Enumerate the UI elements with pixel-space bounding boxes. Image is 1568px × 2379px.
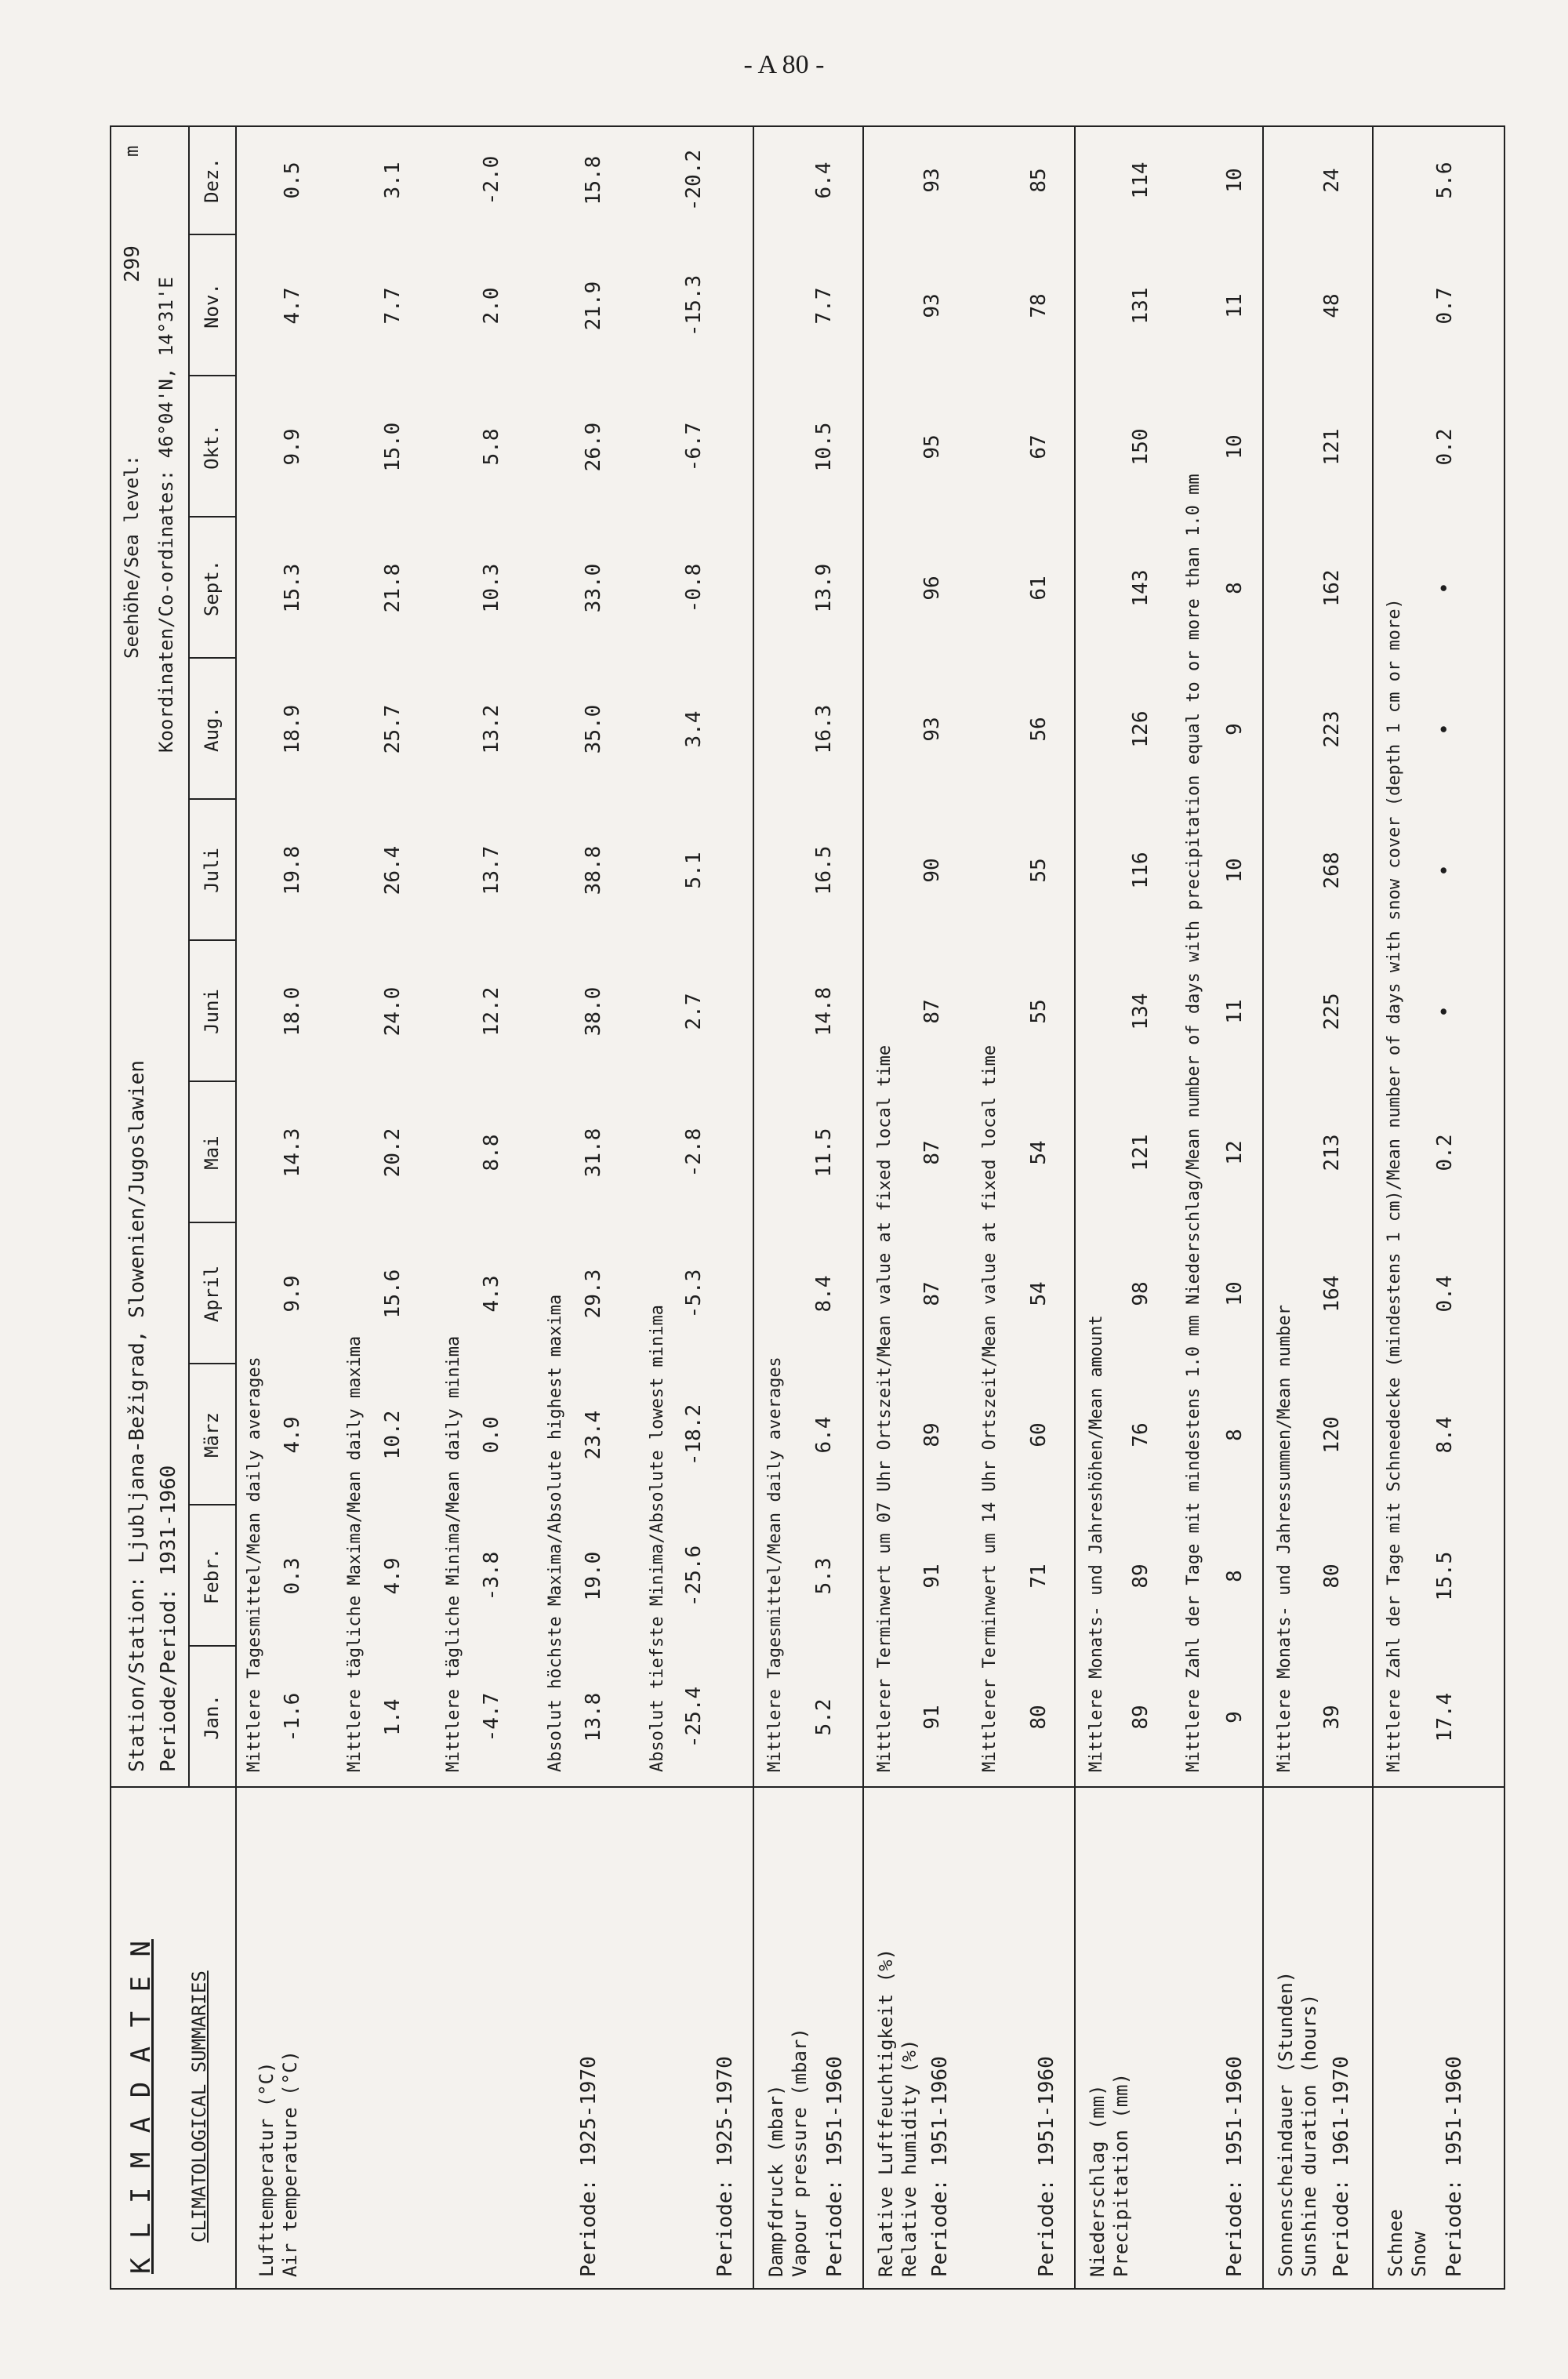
climate-table-sheet xyxy=(110,125,1505,2290)
value-cell: 39 xyxy=(1320,1705,1344,1730)
value-cell: 7.7 xyxy=(812,287,836,325)
value-cell: 11 xyxy=(1223,293,1247,318)
value-cell: 90 xyxy=(920,858,944,883)
page-number: - A 80 - xyxy=(743,50,825,79)
value-cell: 48 xyxy=(1320,293,1344,318)
value-cell: 87 xyxy=(920,1140,944,1165)
value-cell: 54 xyxy=(1027,1140,1051,1165)
table-frame xyxy=(110,125,1505,2290)
value-cell: 223 xyxy=(1320,710,1344,748)
value-cell: 15.5 xyxy=(1433,1551,1457,1601)
value-cell: 8.4 xyxy=(1433,1416,1457,1454)
section-divider xyxy=(1372,125,1374,2290)
value-cell: 31.8 xyxy=(582,1128,605,1178)
value-cell: 17.4 xyxy=(1433,1692,1457,1742)
value-cell: 21.9 xyxy=(582,281,605,331)
value-cell: 19.0 xyxy=(582,1551,605,1601)
label-air-temp-de: Lufttemperatur (°C) xyxy=(256,2061,278,2277)
value-cell: 225 xyxy=(1320,993,1344,1030)
value-cell: 71 xyxy=(1027,1564,1051,1589)
value-cell: 12 xyxy=(1223,1140,1247,1165)
label-snow-en: Snow xyxy=(1408,2232,1430,2277)
value-cell: 5.3 xyxy=(812,1557,836,1595)
value-cell: 96 xyxy=(920,576,944,601)
value-cell: 24.0 xyxy=(381,986,405,1037)
caption-precip-days: Mittlere Zahl der Tage mit mindestens 1.0 mm Niederschlag/Mean number of days with precipitation equal to or more than 1.0 mm xyxy=(1184,474,1203,1772)
value-cell: 89 xyxy=(920,1422,944,1447)
value-cell: 5.8 xyxy=(480,428,503,466)
value-cell: 13.7 xyxy=(480,845,503,895)
value-cell: 0.2 xyxy=(1433,428,1457,466)
value-cell: 38.0 xyxy=(582,986,605,1037)
value-cell: 19.8 xyxy=(281,845,304,895)
value-cell: -2.8 xyxy=(682,1128,706,1178)
period-humidity: Periode: 1951-1960 xyxy=(928,2056,952,2277)
value-cell: 120 xyxy=(1320,1416,1344,1454)
value-cell: 0.2 xyxy=(1433,1134,1457,1171)
value-cell: 12.2 xyxy=(480,986,503,1037)
value-cell: 89 xyxy=(1129,1705,1152,1730)
value-cell: -0.8 xyxy=(682,563,706,613)
value-cell: 8 xyxy=(1223,1570,1247,1582)
value-cell: 2.0 xyxy=(480,287,503,325)
value-cell: 93 xyxy=(920,293,944,318)
caption-snow: Mittlere Zahl der Tage mit Schneedecke (mindestens 1 cm)/Mean number of days with snow cover (depth 1 cm or more) xyxy=(1385,598,1404,1772)
section-divider xyxy=(1262,125,1264,2290)
section-divider xyxy=(1074,125,1076,2290)
value-cell: 10 xyxy=(1223,168,1247,193)
value-cell: 131 xyxy=(1129,287,1152,325)
value-cell: -4.7 xyxy=(480,1692,503,1742)
value-cell: 76 xyxy=(1129,1422,1152,1447)
month-feb: Febr. xyxy=(201,1547,223,1605)
value-cell: 18.9 xyxy=(281,704,304,754)
value-cell: 10 xyxy=(1223,434,1247,459)
section-divider xyxy=(862,125,864,2290)
value-cell: 116 xyxy=(1129,852,1152,889)
value-cell: 29.3 xyxy=(582,1269,605,1319)
value-cell: 91 xyxy=(920,1705,944,1730)
value-cell: 4.9 xyxy=(381,1557,405,1595)
value-cell: 16.3 xyxy=(812,704,836,754)
label-column-divider xyxy=(110,1786,1505,1788)
value-cell: -25.4 xyxy=(682,1686,706,1749)
header-divider xyxy=(235,125,237,2290)
month-mar: März xyxy=(201,1412,223,1458)
value-cell: 4.7 xyxy=(281,287,304,325)
value-cell: 3.1 xyxy=(381,162,405,199)
value-cell: 121 xyxy=(1129,1134,1152,1171)
value-cell: 0.4 xyxy=(1433,1275,1457,1313)
caption-vapour: Mittlere Tagesmittel/Mean daily averages xyxy=(765,1357,785,1772)
value-cell: 11 xyxy=(1223,999,1247,1024)
value-cell: 54 xyxy=(1027,1281,1051,1306)
value-cell: 213 xyxy=(1320,1134,1344,1171)
caption-humidity-14: Mittlerer Terminwert um 14 Uhr Ortszeit/Mean value at fixed local time xyxy=(980,1044,1000,1772)
value-cell: 15.3 xyxy=(281,563,304,613)
value-cell: 5.1 xyxy=(682,852,706,889)
value-cell: 8.8 xyxy=(480,1134,503,1171)
value-cell: 13.9 xyxy=(812,563,836,613)
caption-humidity-07: Mittlerer Terminwert um 07 Uhr Ortszeit/Mean value at fixed local time xyxy=(875,1044,895,1772)
value-cell: 18.0 xyxy=(281,986,304,1037)
label-precip-de: Niederschlag (mm) xyxy=(1087,2084,1109,2277)
value-cell: 13.2 xyxy=(480,704,503,754)
value-cell: 15.8 xyxy=(582,155,605,205)
caption-temp-min: Mittlere tägliche Minima/Mean daily minima xyxy=(444,1335,463,1772)
value-cell: 87 xyxy=(920,999,944,1024)
value-cell: -2.0 xyxy=(480,155,503,205)
value-cell: -1.6 xyxy=(281,1692,304,1742)
value-cell: 38.8 xyxy=(582,845,605,895)
month-apr: April xyxy=(201,1265,223,1323)
value-cell: 95 xyxy=(920,434,944,459)
label-air-temp-en: Air temperature (°C) xyxy=(279,2050,301,2277)
month-aug: Aug. xyxy=(201,706,223,752)
value-cell: 0.3 xyxy=(281,1557,304,1595)
value-cell: -20.2 xyxy=(682,149,706,212)
month-nov: Nov. xyxy=(201,283,223,329)
value-cell: 55 xyxy=(1027,858,1051,883)
value-cell: -15.3 xyxy=(682,274,706,337)
value-cell: 10.5 xyxy=(812,422,836,472)
value-cell: 78 xyxy=(1027,293,1051,318)
value-cell: 9 xyxy=(1223,723,1247,735)
value-cell: 6.4 xyxy=(812,162,836,199)
value-cell: 4.9 xyxy=(281,1416,304,1454)
value-cell: 10.3 xyxy=(480,563,503,613)
value-cell: 93 xyxy=(920,168,944,193)
value-cell: -5.3 xyxy=(682,1269,706,1319)
value-cell: 26.9 xyxy=(582,422,605,472)
month-dec: Dez. xyxy=(201,158,223,203)
month-oct: Okt. xyxy=(201,424,223,470)
value-cell: 3.4 xyxy=(682,710,706,748)
value-cell: 11.5 xyxy=(812,1128,836,1178)
value-cell: 4.3 xyxy=(480,1275,503,1313)
period-humidity-2: Periode: 1951-1960 xyxy=(1035,2056,1058,2277)
coordinates: Koordinaten/Co-ordinates: 46°04'N, 14°31'E xyxy=(155,277,177,753)
table-title: K L I M A D A T E N xyxy=(125,1939,157,2274)
value-cell: 8.4 xyxy=(812,1275,836,1313)
sea-level-label: Seehöhe/Sea level: xyxy=(121,454,143,659)
label-precip-en: Precipitation (mm) xyxy=(1110,2072,1132,2277)
value-cell: 121 xyxy=(1320,428,1344,466)
value-cell: • xyxy=(1433,1005,1457,1018)
value-cell: 10 xyxy=(1223,858,1247,883)
value-cell: 80 xyxy=(1320,1564,1344,1589)
month-jun: Juni xyxy=(201,989,223,1034)
value-cell: 55 xyxy=(1027,999,1051,1024)
value-cell: -6.7 xyxy=(682,422,706,472)
period-snow: Periode: 1951-1960 xyxy=(1443,2056,1466,2277)
month-may: Mai xyxy=(201,1135,223,1170)
label-snow-de: Schnee xyxy=(1385,2209,1406,2277)
value-cell: 10 xyxy=(1223,1281,1247,1306)
caption-temp-abs-min: Absolut tiefste Minima/Absolute lowest minima xyxy=(648,1304,667,1772)
value-cell: 33.0 xyxy=(582,563,605,613)
value-cell: 0.5 xyxy=(281,162,304,199)
value-cell: • xyxy=(1433,723,1457,735)
period-precip: Periode: 1951-1960 xyxy=(1223,2056,1247,2277)
value-cell: 85 xyxy=(1027,168,1051,193)
label-sunshine-en: Sunshine duration (hours) xyxy=(1298,1993,1320,2277)
label-vapour-en: Vapour pressure (mbar) xyxy=(789,2028,811,2277)
value-cell: 80 xyxy=(1027,1705,1051,1730)
value-cell: 26.4 xyxy=(381,845,405,895)
period-air-temp-2: Periode: 1925-1970 xyxy=(713,2056,737,2277)
value-cell: 150 xyxy=(1129,428,1152,466)
label-humidity-en: Relative humidity (%) xyxy=(898,2039,920,2277)
value-cell: 16.5 xyxy=(812,845,836,895)
value-cell: 24 xyxy=(1320,168,1344,193)
label-vapour-de: Dampfdruck (mbar) xyxy=(765,2084,787,2277)
value-cell: 1.4 xyxy=(381,1698,405,1736)
value-cell: 20.2 xyxy=(381,1128,405,1178)
value-cell: 134 xyxy=(1129,993,1152,1030)
value-cell: 56 xyxy=(1027,717,1051,742)
value-cell: 21.8 xyxy=(381,563,405,613)
month-jan: Jan. xyxy=(201,1694,223,1740)
value-cell: 35.0 xyxy=(582,704,605,754)
value-cell: 164 xyxy=(1320,1275,1344,1313)
value-cell: -25.6 xyxy=(682,1545,706,1607)
value-cell: 5.6 xyxy=(1433,162,1457,199)
period-sunshine: Periode: 1961-1970 xyxy=(1330,2056,1353,2277)
value-cell: 15.6 xyxy=(381,1269,405,1319)
value-cell: 91 xyxy=(920,1564,944,1589)
value-cell: 89 xyxy=(1129,1564,1152,1589)
value-cell: -3.8 xyxy=(480,1551,503,1601)
value-cell: 162 xyxy=(1320,569,1344,607)
value-cell: 61 xyxy=(1027,576,1051,601)
section-divider xyxy=(753,125,754,2290)
value-cell: 126 xyxy=(1129,710,1152,748)
label-humidity-de: Relative Luftfeuchtigkeit (%) xyxy=(875,1948,897,2277)
value-cell: • xyxy=(1433,582,1457,594)
value-cell: 2.7 xyxy=(682,993,706,1030)
value-cell: 6.4 xyxy=(812,1416,836,1454)
value-cell: 8 xyxy=(1223,1429,1247,1441)
value-cell: 9.9 xyxy=(281,428,304,466)
value-cell: 13.8 xyxy=(582,1692,605,1742)
value-cell: 23.4 xyxy=(582,1410,605,1460)
value-cell: 93 xyxy=(920,717,944,742)
caption-sunshine: Mittlere Monats- und Jahressummen/Mean number xyxy=(1275,1304,1294,1772)
station-info: Station/Station: Ljubljana-Bežigrad, Slowenien/Jugoslawien xyxy=(125,1060,149,1772)
value-cell: • xyxy=(1433,864,1457,877)
period-info: Periode/Period: 1931-1960 xyxy=(157,1465,180,1772)
value-cell: -18.2 xyxy=(682,1404,706,1466)
sea-level-value: 299 xyxy=(121,245,144,282)
caption-temp-abs-max: Absolut höchste Maxima/Absolute highest maxima xyxy=(546,1294,565,1772)
value-cell: 67 xyxy=(1027,434,1051,459)
value-cell: 114 xyxy=(1129,162,1152,199)
month-sep: Sept. xyxy=(201,559,223,617)
sea-level-unit: m xyxy=(121,145,143,157)
value-cell: 14.3 xyxy=(281,1128,304,1178)
caption-temp-mean: Mittlere Tagesmittel/Mean daily averages xyxy=(245,1357,264,1772)
value-cell: 5.2 xyxy=(812,1698,836,1736)
caption-temp-max: Mittlere tägliche Maxima/Mean daily maxima xyxy=(345,1335,365,1772)
table-subtitle: CLIMATOLOGICAL SUMMARIES xyxy=(188,1970,210,2243)
period-vapour: Periode: 1951-1960 xyxy=(823,2056,847,2277)
value-cell: 0.7 xyxy=(1433,287,1457,325)
value-cell: 268 xyxy=(1320,852,1344,889)
month-jul: Juli xyxy=(201,848,223,893)
value-cell: 60 xyxy=(1027,1422,1051,1447)
period-air-temp: Periode: 1925-1970 xyxy=(577,2056,601,2277)
value-cell: 0.0 xyxy=(480,1416,503,1454)
value-cell: 25.7 xyxy=(381,704,405,754)
value-cell: 8 xyxy=(1223,582,1247,594)
value-cell: 87 xyxy=(920,1281,944,1306)
value-cell: 14.8 xyxy=(812,986,836,1037)
value-cell: 10.2 xyxy=(381,1410,405,1460)
label-sunshine-de: Sonnenscheindauer (Stunden) xyxy=(1275,1970,1297,2277)
value-cell: 98 xyxy=(1129,1281,1152,1306)
caption-precip-amount: Mittlere Monats- und Jahreshöhen/Mean amount xyxy=(1087,1315,1106,1772)
value-cell: 143 xyxy=(1129,569,1152,607)
value-cell: 9 xyxy=(1223,1711,1247,1723)
value-cell: 15.0 xyxy=(381,422,405,472)
value-cell: 9.9 xyxy=(281,1275,304,1313)
value-cell: 7.7 xyxy=(381,287,405,325)
